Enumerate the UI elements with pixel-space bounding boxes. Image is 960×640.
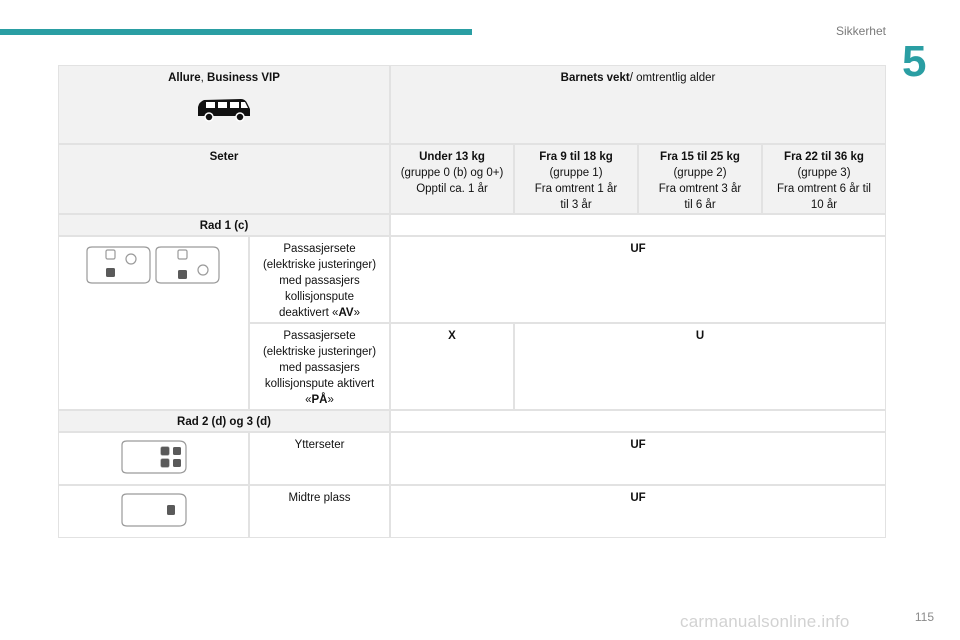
group-header-2: Fra 15 til 25 kg (gruppe 2) Fra omtrent 3 år til 6 år: [638, 144, 762, 214]
passenger-on-other-value: U: [514, 323, 886, 410]
model-cell: [58, 65, 390, 144]
model-name-1: Allure: [168, 72, 201, 84]
child-seat-table: [58, 65, 886, 538]
seats-header: Seter: [58, 144, 390, 214]
page-number: 115: [914, 610, 934, 624]
van-icon: [65, 96, 383, 122]
middle-seat-label: Midtre plass: [249, 485, 390, 538]
row1-label: Rad 1 (c): [58, 214, 390, 236]
weight-subtitle: / omtrentlig alder: [629, 72, 716, 84]
car-rear-middle-seat-icon: [65, 492, 242, 528]
row23-blank: [390, 410, 886, 432]
model-name-2: Business VIP: [207, 72, 280, 84]
group-header-0: Under 13 kg (gruppe 0 (b) og 0+) Opptil ca. 1 år: [390, 144, 514, 214]
passenger-seat-airbag-off: Passasjersete (elektriske justeringer) med passasjers kollisjonspute deaktivert «AV»: [249, 236, 390, 323]
row1-blank: [390, 214, 886, 236]
section-accent-bar: [0, 29, 472, 35]
passenger-on-group0-value: X: [390, 323, 514, 410]
model-separator: ,: [200, 72, 208, 84]
rear-middle-icon-cell: [58, 485, 249, 538]
group-header-3: Fra 22 til 36 kg (gruppe 3) Fra omtrent 6 år til 10 år: [762, 144, 886, 214]
watermark: carmanualsonline.info: [680, 612, 850, 631]
row23-label: Rad 2 (d) og 3 (d): [58, 410, 390, 432]
outer-seats-value: UF: [390, 432, 886, 485]
car-rear-outer-seats-icon: [65, 439, 242, 475]
car-front-seats-icon: [65, 245, 242, 285]
section-title: Sikkerhet: [835, 24, 886, 38]
front-seats-icon-cell: [58, 236, 249, 410]
passenger-off-value: UF: [390, 236, 886, 323]
model-title: [65, 70, 383, 86]
outer-seats-label: Ytterseter: [249, 432, 390, 485]
middle-seat-value: UF: [390, 485, 886, 538]
chapter-number: 5: [902, 37, 927, 86]
weight-cell: [390, 65, 886, 144]
rear-outer-icon-cell: [58, 432, 249, 485]
group-header-1: Fra 9 til 18 kg (gruppe 1) Fra omtrent 1 år til 3 år: [514, 144, 638, 214]
passenger-seat-airbag-on: Passasjersete (elektriske justeringer) med passasjers kollisjonspute aktivert «PÅ»: [249, 323, 390, 410]
weight-title: Barnets vekt: [560, 72, 630, 84]
